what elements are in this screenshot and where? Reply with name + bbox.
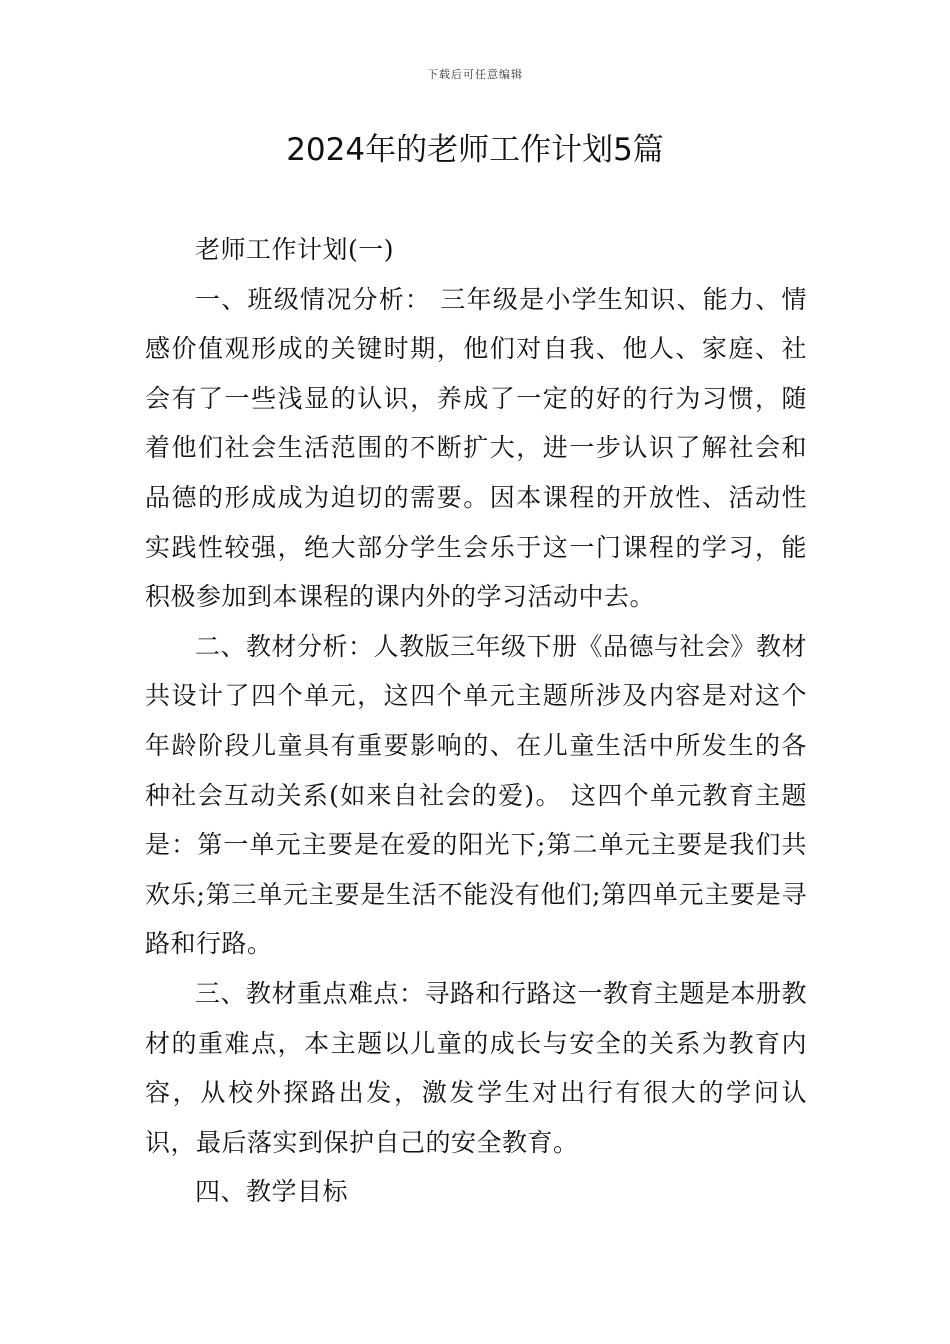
paragraph-class-analysis: 一、班级情况分析： 三年级是小学生知识、能力、情感价值观形成的关键时期，他们对自我、他人、家庭、社会有了一些浅显的认识，养成了一定的好的行为习惯，随着他们社会生活范围的不断扩大，进一步认识了解社会和品德的形成成为迫切的需要。因本课程的开放性、活动性实践性较强，绝大部分学生会乐于这一门课程的学习，能积极参加到本课程的课内外的学习活动中去。 [145, 284, 807, 612]
page-header-note: 下载后可任意编辑 [427, 68, 523, 81]
document-title: 2024年的老师工作计划5篇 [286, 132, 664, 168]
paragraph-teaching-goals-heading: 四、教学目标 [195, 1177, 349, 1207]
section-heading: 老师工作计划(一) [195, 235, 395, 264]
paragraph-textbook-analysis: 二、教材分析：人教版三年级下册《品德与社会》教材共设计了四个单元，这四个单元主题所涉及内容是对这个年龄阶段儿童具有重要影响的、在儿童生活中所发生的各种社会互动关系(如来自社会的爱)。 这四个单元教育主题是：第一单元主要是在爱的阳光下;第二单元主要是我们共欢乐;第三单元主要是生活不能没有他们;第四单元主要是寻路和行路。 [145, 631, 808, 959]
document-body [145, 225, 807, 1217]
paragraph-key-difficulties: 三、教材重点难点：寻路和行路这一教育主题是本册教材的重难点，本主题以儿童的成长与安全的关系为教育内容，从校外探路出发，激发学生对出行有很大的学问认识，最后落实到保护自己的安全教育。 [145, 978, 808, 1157]
